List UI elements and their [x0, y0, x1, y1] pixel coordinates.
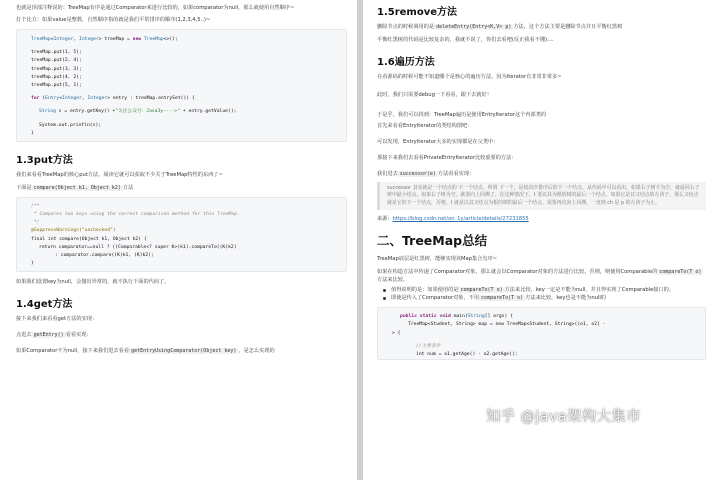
code-line: TreeMap<Integer, Integer> treeMap = new TreeMap<>();	[31, 37, 178, 42]
paragraph: 在看源码的时候可能不知道哪个是核心的遍历方法，因为Iterator有非常非常多~	[377, 74, 562, 80]
code-line: int num = o1.getAge() - o2.getAge();	[416, 351, 518, 357]
source-link[interactable]: https://blog.csdn.net/on_1y/article/details/27231855	[392, 216, 529, 223]
paragraph: 我们来看看TreeMap的核心put方法，阅读它就可以获取不少关于TreeMap特性的东西了~	[16, 171, 223, 178]
inline-code: deleteEntry(Entry<K,V> p)	[436, 24, 512, 30]
quote-text: successor 其实就是一个结点的 下一个结点，所谓 下一个，是按次序排序后的下一个结点。从代码中可以看出，如果右子树不为空，就返回右子树中最小结点。如果右子树为空，就要向上回溯了。在这种情况下，t 要以其为根的树的最后一个结点。如果它是其父结点的左孩子，那么父结点就是它的下一个结点，否则，t 就是以其父结点为根的树的最后一个结点，需要再次向上回溯。一直到 ch 是 p 的左孩子为止。	[387, 185, 700, 206]
list-item: 即使是传入了Comparator对象，不用 compareTo(T o) 方法来比较，key也是不能为null的	[383, 294, 706, 302]
inline-code: compare(Object k1, Object k2)	[33, 184, 121, 191]
paragraph: TreeMap底层是红黑树，能够实现该Map集合有序~	[377, 256, 498, 263]
paragraph: 平衡红黑树的代码是比较复杂的，我就不说了，你们去看吧(反正我看不懂)....	[377, 37, 554, 43]
inline-code: getEntry()	[33, 332, 64, 339]
inline-code: compareTo(T o)	[481, 295, 524, 302]
code-line: }	[31, 261, 34, 267]
code-line: public static void main(String[] args) {	[400, 314, 513, 320]
code-line: @SuppressWarnings("unchecked")	[31, 228, 116, 234]
section-heading-summary: 二、TreeMap总结	[377, 233, 488, 249]
paragraph: 我们进去 successor(e) 方法看看实现：	[377, 171, 475, 177]
code-line: treeMap.put(5, 1);	[31, 82, 82, 88]
code-block-treemap-example	[16, 29, 347, 142]
code-line: > {	[392, 330, 401, 336]
list-item: 值得说明的是：如果使用的是 compareTo(T o) 方法来比较，key一定是不能为null，并且得实现了Comparable接口的。	[383, 286, 706, 294]
paragraph: 如果我们设置key为null，会抛出异常的，就不执行下面的代码了。	[16, 279, 170, 286]
paragraph: 如果Comparator不为null，接下来我们进去看看 getEntryUsingComparator(Object key) ，是怎么实现的	[16, 348, 275, 355]
paragraph: 此时，我们只需要debug一下看看，跟下去就好！	[377, 92, 492, 98]
source-line: 来源：https://blog.csdn.net/on_1y/article/details/27231855	[377, 216, 529, 223]
paragraph: 点进去 getEntry() 看看实现：	[16, 332, 92, 339]
intro-paragraph: 也就是顶部注释说的：TreeMap有序是通过Comparator来进行比较的，如果comparator为null，那么就使用自然顺序~	[16, 5, 295, 11]
section-heading-get: 1.4get方法	[16, 299, 73, 311]
inline-code: getEntryUsingComparator(Object key)	[131, 348, 237, 355]
paragraph: 于是乎，我们可以找到：TreeMap遍历是使用EntryIterator这个内部类的	[377, 112, 547, 118]
code-block-compare	[16, 197, 347, 273]
intro-paragraph: 打个比方：如果value是整数，自然顺序指的就是我们平常排序的顺序(1,2,3,4,5..)~	[16, 17, 211, 23]
paragraph: 那接下来我们去看看PrivateEntryIterator比较重要的方法：	[377, 155, 517, 161]
paragraph: 可以发现，EntryIterator大多的实现都是在父类中：	[377, 139, 499, 145]
code-line: for (Entry<Integer, Integer> entry : treeMap.entrySet()) {	[31, 96, 195, 102]
code-line: treeMap.put(3, 3);	[31, 66, 82, 72]
paragraph: 删除节点的时候调用的是 deleteEntry(Entry<K,V> p) 方法，这个方法主要是删除节点并且平衡红黑树	[377, 24, 623, 30]
zhihu-watermark: 知乎 @java架构大集市	[486, 409, 641, 425]
code-line: treeMap.put(1, 5);	[31, 50, 82, 56]
paragraph: 首先来看看EntryIterator的类结构图吧：	[377, 123, 473, 129]
code-line: treeMap.put(4, 2);	[31, 74, 82, 80]
code-line: * Compares two keys using the correct comparison method for this TreeMap.	[31, 212, 240, 218]
paragraph: 如果在构造方法中传递了Comparator对象，那么就会以Comparator对象的方法进行比较。否则，则使用Comparable的 compareTo(T o)方法来比较。	[377, 269, 702, 284]
blockquote-successor	[377, 182, 706, 210]
code-line: treeMap.put(2, 4);	[31, 58, 82, 64]
inline-code: compareTo(T o)	[460, 287, 503, 294]
inline-code: successor(e)	[399, 171, 436, 177]
code-line: System.out.println(s);	[39, 122, 102, 128]
summary-bullet-list	[383, 286, 706, 302]
section-heading-traverse: 1.6遍历方法	[377, 57, 435, 68]
code-line: TreeMap<Student, String> map = new TreeMap<Student, String>((o1, o2) -	[408, 322, 606, 328]
code-line: : comparator.compare((K)k1, (K)k2);	[55, 253, 154, 258]
inline-code: compareTo(T o)	[659, 269, 702, 276]
code-line: String s = entry.getKey() +"关注公众号：Java3y---->" + entry.getValue();	[39, 109, 237, 115]
paragraph: 接下来我们来看看get方法的实现：	[16, 316, 98, 323]
code-block-main	[377, 307, 706, 360]
paragraph: 下面是 compare(Object k1, Object k2) 方法	[16, 184, 134, 191]
code-line: }	[31, 130, 34, 136]
section-heading-put: 1.3put方法	[16, 154, 73, 166]
code-line: final int compare(Object k1, Object k2) {	[31, 236, 147, 242]
code-line: //主要条件	[416, 343, 441, 349]
document-page-left	[0, 0, 357, 480]
code-line: return comparator==null ? ((Comparable<? super K>)k1).compareTo((K)k2)	[39, 244, 237, 250]
code-line: /**	[31, 203, 40, 209]
section-heading-remove: 1.5remove方法	[377, 7, 458, 18]
code-line: */	[31, 220, 40, 226]
